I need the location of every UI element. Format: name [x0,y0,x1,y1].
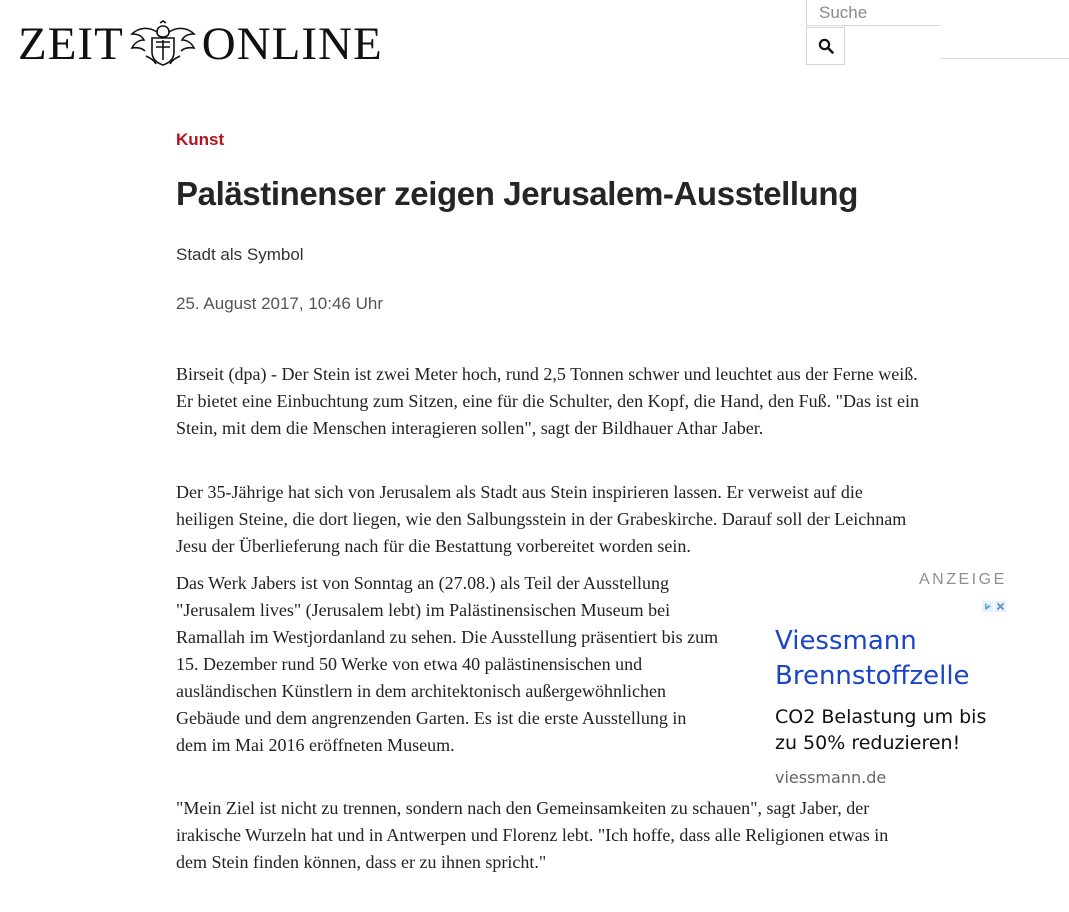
ad-block[interactable] [775,624,1035,787]
site-logo[interactable] [18,20,383,68]
article-paragraph-1: Birseit (dpa) - Der Stein ist zwei Meter hoch, rund 2,5 Tonnen schwer und leuchtet aus der Ferne weiß. Er bietet eine Einbuchtung zum Sitzen, eine für die Schulter, den Kopf, die Hand, den Fuß. "Das ist ein Stein, mit dem die Menschen interagieren sollen", sagt der Bildhauer Athar Jaber. [176,364,919,438]
search-input[interactable] [806,0,940,26]
article-title: Palästinenser zeigen Jerusalem-Ausstellung [176,175,858,212]
ad-title-link[interactable]: Viessmann Brennstoffzelle [775,626,970,691]
site-header [0,0,1069,80]
ad-label: ANZEIGE [919,571,1007,588]
article-date: 25. August 2017, 10:46 Uhr [176,294,383,313]
logo-word-online: ONLINE [201,18,383,70]
search-button[interactable] [806,27,845,65]
search-area [806,0,1069,66]
ad-text[interactable]: CO2 Belastung um bis zu 50% reduzieren! [775,706,987,754]
header-divider [940,58,1069,59]
article-kicker[interactable]: Kunst [176,130,225,149]
close-icon[interactable] [995,601,1006,612]
logo-word-zeit: ZEIT [18,18,124,70]
article-paragraph-4: "Mein Ziel ist nicht zu trennen, sondern nach den Gemeinsamkeiten zu schauen", sagt Jaber, der irakische Wurzeln hat und in Antwerpen und Florenz lebt. "Ich hoffe, dass alle Religionen etwas in dem Stein finden können, dass er zu ihnen spricht." [176,798,889,872]
article-paragraph-3: Das Werk Jabers ist von Sonntag an (27.08.) als Teil der Ausstellung "Jerusalem lives" (Jerusalem lebt) im Palästinensischen Museum bei Ramallah im Westjordanland zu sehen. Die Ausstellung präsentiert bis zum 15. Dezember rund 50 Werke von etwa 40 palästinensischen und ausländischen Künstlern in dem architektonisch außergewöhnlichen Gebäude und dem angrenzenden Garten. Es ist die erste Ausstellung in dem im Mai 2016 eröffneten Museum. [176,573,719,755]
search-icon [818,38,834,54]
adchoices-icon[interactable] [982,601,993,612]
article-subtitle: Stadt als Symbol [176,245,304,264]
ad-choices[interactable] [982,601,1006,612]
ad-url[interactable]: viessmann.de [775,768,887,787]
eagle-crest-icon [126,20,200,68]
article-paragraph-2: Der 35-Jährige hat sich von Jerusalem als Stadt aus Stein inspirieren lassen. Er verweist auf die heiligen Steine, die dort liegen, wie den Salbungsstein in der Grabeskirche. Darauf soll der Leichnam Jesu der Überlieferung nach für die Bestattung vorbereitet worden sein. [176,482,907,556]
